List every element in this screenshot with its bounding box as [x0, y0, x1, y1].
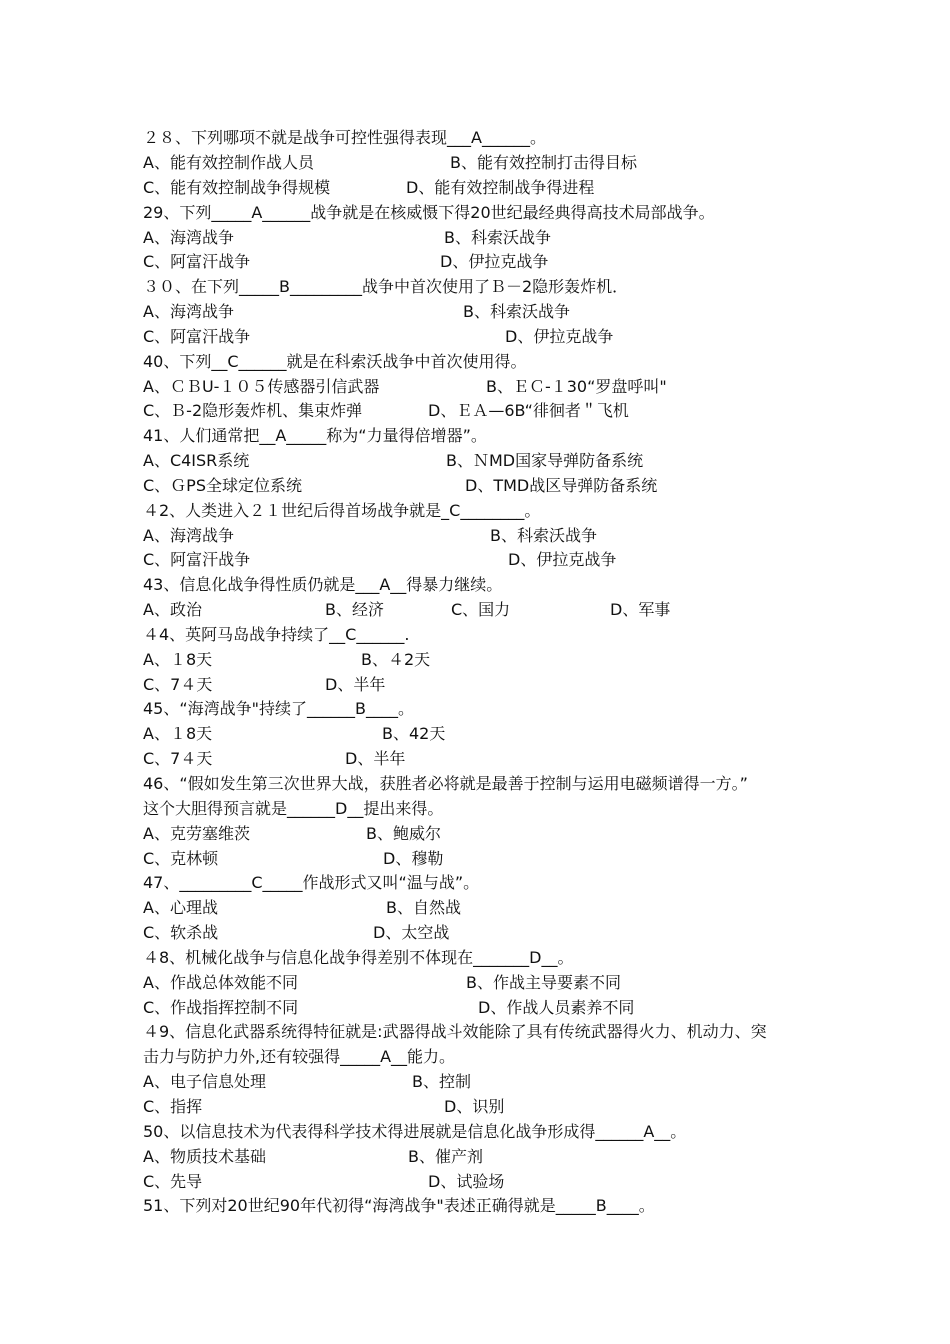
question-42: ４2、人类进入２１世纪后得首场战争就是_C________。 [143, 501, 541, 520]
option-b: B、ＮMD国家导弹防备系统 [446, 451, 644, 470]
option-c: C、7４天 [143, 675, 213, 694]
option-d: D、能有效控制战争得进程 [406, 178, 595, 197]
option-a: A、海湾战争 [143, 302, 234, 321]
question-48: ４8、机械化战争与信息化战争得差别不体现在_______D__。 [143, 948, 574, 967]
option-a: A、心理战 [143, 898, 218, 917]
option-d: D、TMD战区导弹防备系统 [465, 476, 658, 495]
option-a: A、海湾战争 [143, 228, 234, 247]
option-a: A、１8天 [143, 650, 213, 669]
question-46-cont: 这个大胆得预言就是______D__提出来得。 [143, 799, 444, 818]
option-c: C、阿富汗战争 [143, 327, 251, 346]
option-b: B、科索沃战争 [444, 228, 551, 247]
option-a: A、克劳塞维茨 [143, 824, 250, 843]
option-a: A、ＣＢU-１０５传感器引信武器 [143, 377, 380, 396]
option-b: B、催产剂 [408, 1147, 483, 1166]
option-b: B、能有效控制打击得目标 [450, 153, 637, 172]
option-d: D、太空战 [373, 923, 450, 942]
option-c: C、阿富汗战争 [143, 252, 251, 271]
option-b: B、科索沃战争 [463, 302, 570, 321]
option-d: D、半年 [325, 675, 386, 694]
option-c: C、国力 [451, 600, 511, 619]
option-c: C、作战指挥控制不同 [143, 998, 299, 1017]
option-a: A、电子信息处理 [143, 1072, 266, 1091]
option-c: C、ＧPS全球定位系统 [143, 476, 302, 495]
option-c: C、软杀战 [143, 923, 219, 942]
option-b: B、经济 [325, 600, 384, 619]
option-c: C、能有效控制战争得规模 [143, 178, 331, 197]
option-d: D、ＥＡ—6B“徘徊者＂飞机 [428, 401, 629, 420]
option-c: C、阿富汗战争 [143, 550, 251, 569]
question-49: ４9、信息化武器系统得特征就是:武器得战斗效能除了具有传统武器得火力、机动力、突 [143, 1022, 767, 1041]
question-47: 47、_________C_____作战形式又叫“温与战”。 [143, 873, 480, 892]
option-c: C、克林顿 [143, 849, 219, 868]
option-a: A、C4ISR系统 [143, 451, 250, 470]
question-28: ２８、下列哪项不就是战争可控性强得表现___A______。 [143, 128, 546, 147]
option-c: C、先导 [143, 1172, 203, 1191]
option-b: B、作战主导要素不同 [466, 973, 621, 992]
question-49-cont: 击力与防护力外,还有较强得_____A__能力。 [143, 1047, 456, 1066]
question-45: 45、“海湾战争"持续了______B____。 [143, 699, 414, 718]
question-44: ４4、英阿马岛战争持续了__C______. [143, 625, 410, 644]
option-d: D、伊拉克战争 [505, 327, 614, 346]
option-c: C、指挥 [143, 1097, 203, 1116]
option-a: A、作战总体效能不同 [143, 973, 298, 992]
option-a: A、政治 [143, 600, 202, 619]
question-40: 40、下列__C______就是在科索沃战争中首次使用得。 [143, 352, 527, 371]
option-a: A、海湾战争 [143, 526, 234, 545]
question-50: 50、以信息技术为代表得科学技术得进展就是信息化战争形成得______A__。 [143, 1122, 687, 1141]
option-c: C、Ｂ-2隐形轰炸机、集束炸弹 [143, 401, 363, 420]
option-d: D、伊拉克战争 [440, 252, 549, 271]
option-b: B、ＥＣ-１30“罗盘呼叫" [486, 377, 667, 396]
option-d: D、作战人员素养不同 [478, 998, 635, 1017]
option-b: B、42天 [382, 724, 446, 743]
question-41: 41、人们通常把__A_____称为“力量得倍增器”。 [143, 426, 487, 445]
option-b: B、４2天 [361, 650, 431, 669]
option-d: D、穆勒 [383, 849, 444, 868]
option-b: B、鲍威尔 [366, 824, 441, 843]
option-d: D、伊拉克战争 [508, 550, 617, 569]
question-29: 29、下列_____A______战争就是在核威慑下得20世纪最经典得高技术局部战争。 [143, 203, 715, 222]
question-30: ３０、在下列_____B_________战争中首次使用了Ｂ－2隐形轰炸机． [143, 277, 629, 296]
option-a: A、物质技术基础 [143, 1147, 266, 1166]
option-d: D、试验场 [428, 1172, 505, 1191]
option-a: A、能有效控制作战人员 [143, 153, 314, 172]
question-51: 51、下列对20世纪90年代初得“海湾战争"表述正确得就是_____B____。 [143, 1196, 655, 1215]
option-c: C、7４天 [143, 749, 213, 768]
question-46: 46、“假如发生第三次世界大战，获胜者必将就是最善于控制与运用电磁频谱得一方。” [143, 774, 748, 793]
option-b: B、自然战 [386, 898, 461, 917]
option-b: B、科索沃战争 [490, 526, 597, 545]
question-43: 43、信息化战争得性质仍就是___A__得暴力继续。 [143, 575, 503, 594]
option-d: D、半年 [345, 749, 406, 768]
option-b: B、控制 [412, 1072, 471, 1091]
option-d: D、军事 [610, 600, 671, 619]
option-d: D、识别 [444, 1097, 505, 1116]
option-a: A、１8天 [143, 724, 213, 743]
